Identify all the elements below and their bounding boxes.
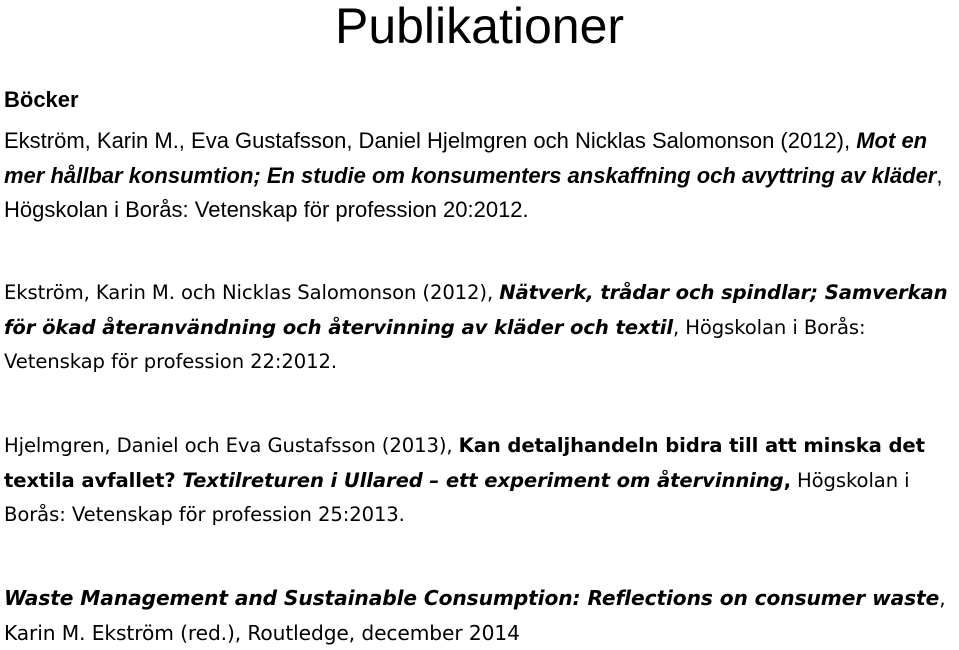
publication-authors: Ekström, Karin M. och Nicklas Salomonson (2012), xyxy=(4,281,500,304)
publication-title-tail: , xyxy=(783,468,791,492)
publication-publisher: , Högskolan i Borås: Vetenskap för profession 22:2012. xyxy=(4,315,866,373)
publication-authors: Ekström, Karin M., Eva Gustafsson, Daniel Hjelmgren och Nicklas Salomonson (2012), xyxy=(4,128,857,153)
publication-authors: Hjelmgren, Daniel och Eva Gustafsson (2013), xyxy=(4,434,459,457)
publication-title: Nätverk, trådar och spindlar; Samverkan för ökad återanvändning och återvinning av kläder och textil xyxy=(4,281,948,339)
publication-title: Waste Management and Sustainable Consumption: Reflections on consumer waste xyxy=(4,586,940,610)
publication-entry-4 xyxy=(4,581,954,650)
publication-publisher: , Karin M. Ekström (red.), Routledge, december 2014 xyxy=(4,586,946,645)
page-title xyxy=(0,0,959,56)
page-title-text: Publikationer xyxy=(334,0,625,54)
publication-entry-2 xyxy=(4,276,954,380)
section-heading-books: Böcker xyxy=(4,87,79,112)
publication-publisher: Högskolan i Borås: Vetenskap för profession 25:2013. xyxy=(4,468,910,526)
publication-title-subtitle: Textilreturen i Ullared – ett experiment om återvinning xyxy=(182,468,784,492)
publication-publisher: , Högskolan i Borås: Vetenskap för profession 20:2012. xyxy=(4,162,943,222)
publication-entry-1 xyxy=(4,124,954,228)
publication-entry-3 xyxy=(4,429,954,533)
publication-title-main: Kan detaljhandeln bidra till att minska det textila avfallet? xyxy=(4,434,925,492)
publication-title: Mot en mer hållbar konsumtion; En studie om konsumenters anskaffning och avyttring av kläder xyxy=(4,128,937,188)
